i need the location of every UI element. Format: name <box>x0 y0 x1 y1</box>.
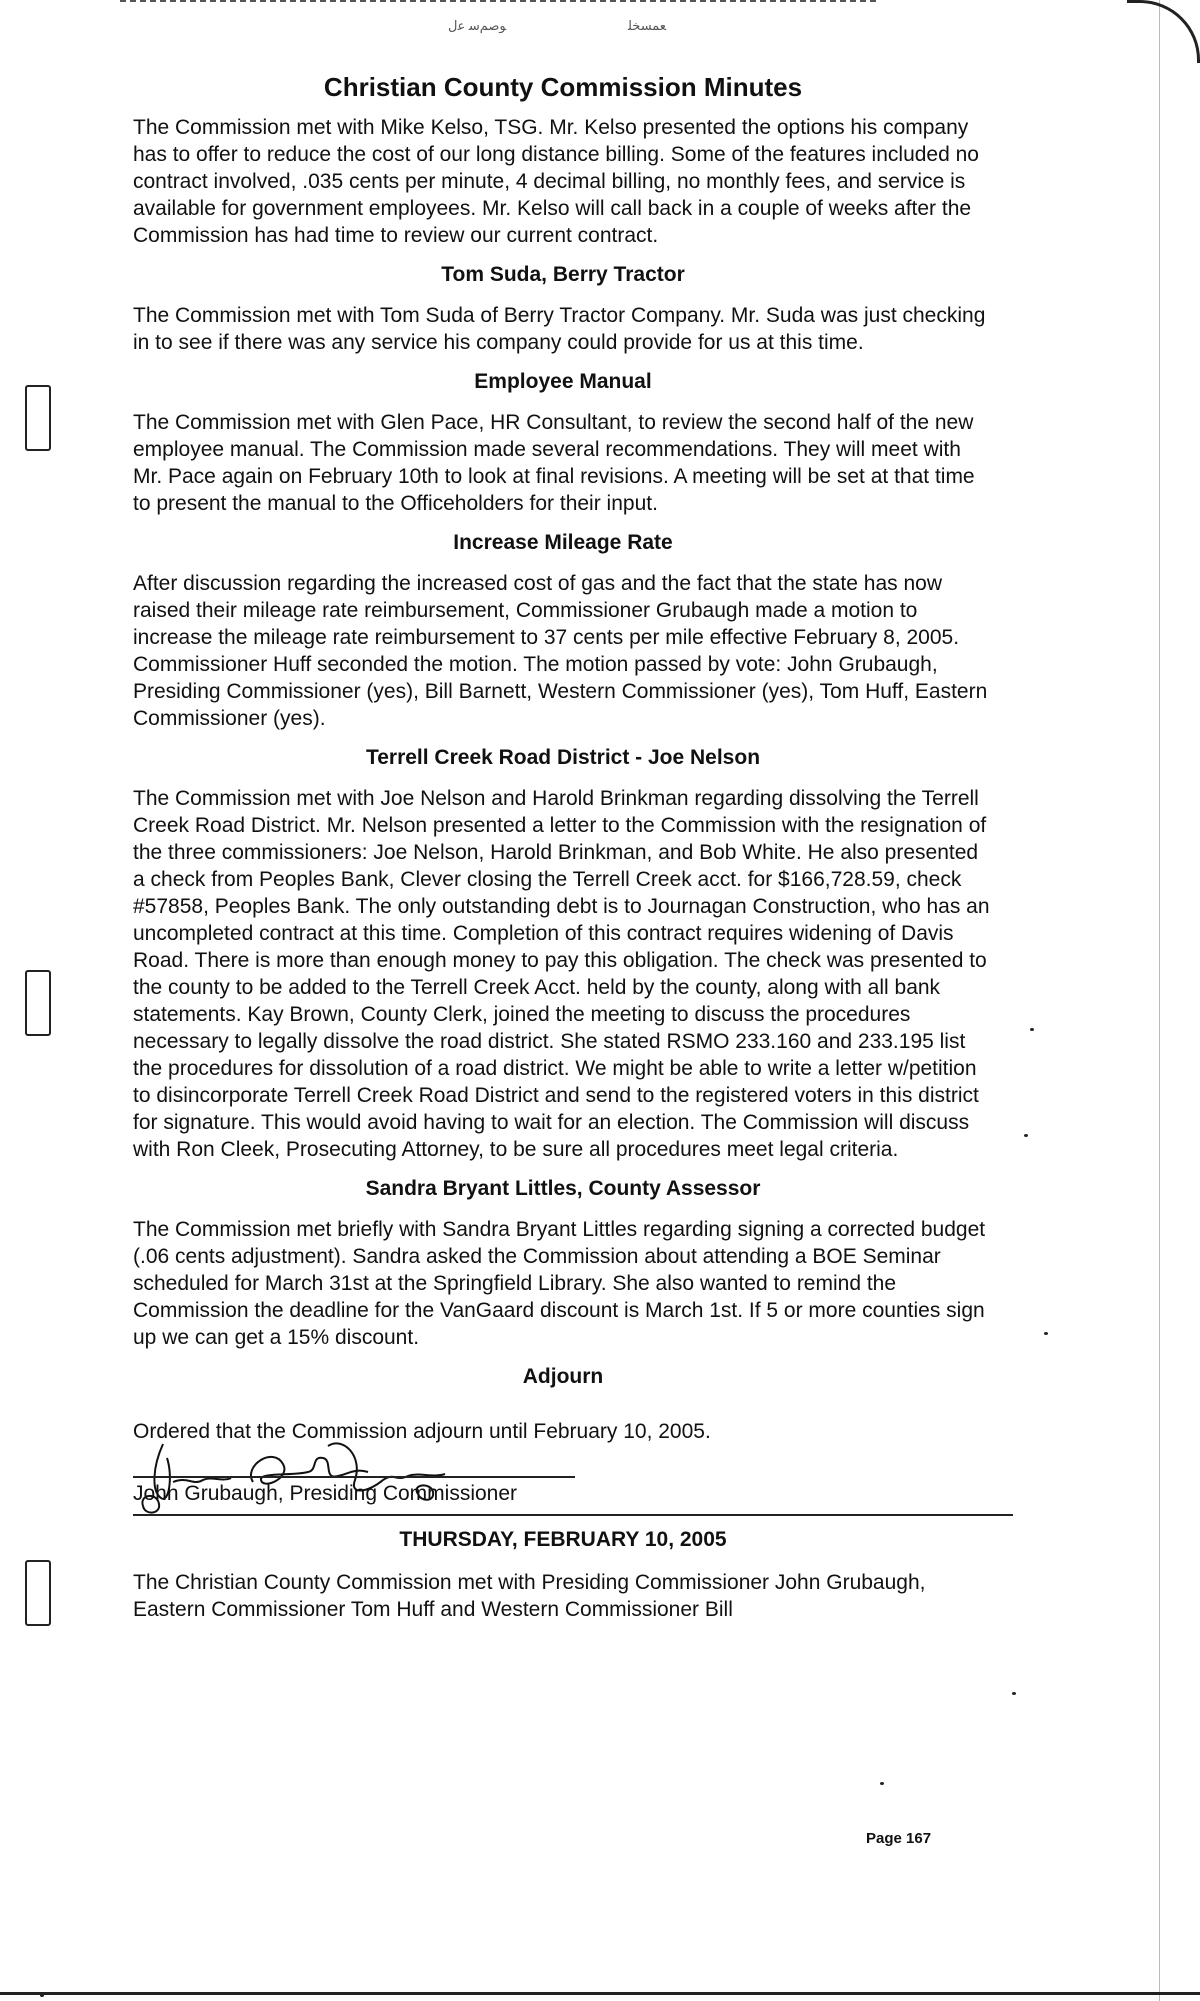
scan-speck <box>1044 1332 1048 1335</box>
section-heading-terrell-creek: Terrell Creek Road District - Joe Nelson <box>365 746 761 769</box>
scan-speck <box>880 1782 884 1785</box>
section-body-tom-suda: The Commission met with Tom Suda of Berry Tractor Company. Mr. Suda was just checking in to see if there was any service his company could provide for us at this time. <box>133 304 986 354</box>
signature-block <box>133 1418 993 1510</box>
page-number: Page 167 <box>866 1830 932 1847</box>
section-body-mileage-rate: After discussion regarding the increased cost of gas and the fact that the state has now raised their mileage rate reimbursement, Commissioner Grubaugh made a motion to increase the mileage rate reimbursement to 37 cents per mile effective February 8, 2005. Commissioner Huff seconded the motion. The motion passed by vote: John Grubaugh, Presiding Commissioner (yes), Bill Barnett, Western Commissioner (yes), Tom Huff, Eastern Commissioner (yes). <box>133 572 988 730</box>
scan-speck <box>1030 1028 1034 1031</box>
scan-right-edge <box>1159 0 1200 2001</box>
next-meeting-date-heading: THURSDAY, FEBRUARY 10, 2005 <box>399 1528 727 1551</box>
adjourn-order-text: Ordered that the Commission adjourn until February 10, 2005. <box>133 1420 711 1443</box>
document-title: Christian County Commission Minutes <box>323 72 803 102</box>
punch-hole-top <box>25 385 51 451</box>
scan-top-edge <box>120 0 880 2</box>
header-smudge-right: ﻌﻤﺴﺨﻠ <box>628 18 667 33</box>
next-meeting-paragraph: The Christian County Commission met with Presiding Commissioner John Grubaugh, Eastern Commissioner Tom Huff and Western Commissioner Bill <box>133 1571 926 1621</box>
signature-line <box>133 1476 575 1478</box>
intro-paragraph: The Commission met with Mike Kelso, TSG. Mr. Kelso presented the options his company has to offer to reduce the cost of our long distance billing. Some of the features included no contract involved, .035 cents per minute, 4 decimal billing, no monthly fees, and service is available for government employees. Mr. Kelso will call back in a couple of weeks after the Commission has had time to review our current contract. <box>133 116 979 247</box>
scan-speck <box>1024 1134 1028 1137</box>
scan-bottom-edge <box>0 1992 1200 1995</box>
scan-speck <box>40 1994 44 1997</box>
signer-name-title: John Grubaugh, Presiding Commissioner <box>133 1482 518 1505</box>
section-body-terrell-creek: The Commission met with Joe Nelson and Harold Brinkman regarding dissolving the Terrell Creek Road District. Mr. Nelson presented a letter to the Commission with the resignation of the three commissioners: Joe Nelson, Harold Brinkman, and Bob White. He also presented a check from Peoples Bank, Clever closing the Terrell Creek acct. for $166,728.59, check #57858, Peoples Bank. The only outstanding debt is to Journagan Construction, who has an uncompleted contract at this time. Completion of this contract requires widening of Davis Road. There is more than enough money to pay this obligation. The check was presented to the county to be added to the Terrell Creek Acct. held by the county, along with all bank statements. Kay Brown, County Clerk, joined the meeting to discuss the procedures necessary to legally dissolve the road district. She stated RSMO 233.160 and 233.195 list the procedures for dissolution of a road district. We might be able to write a letter w/petition to disincorporate Terrell Creek Road District and send to the registered voters in this district for signature. This would avoid having to wait for an election. The Commission will discuss with Ron Cleek, Prosecuting Attorney, to be sure all procedures meet legal criteria. <box>133 787 990 1161</box>
section-heading-mileage-rate: Increase Mileage Rate <box>453 531 673 554</box>
punch-hole-middle <box>25 970 51 1036</box>
minutes-document <box>133 70 993 1623</box>
section-heading-employee-manual: Employee Manual <box>474 370 652 393</box>
section-body-employee-manual: The Commission met with Glen Pace, HR Consultant, to review the second half of the new employee manual. The Commission made several recommendations. They will meet with Mr. Pace again on February 10th to look at final revisions. A meeting will be set at that time to present the manual to the Officeholders for their input. <box>133 411 975 515</box>
section-body-county-assessor: The Commission met briefly with Sandra Bryant Littles regarding signing a corrected budget (.06 cents adjustment). Sandra asked the Commission about attending a BOE Seminar scheduled for March 31st at the Springfield Library. She also wanted to remind the Commission the deadline for the VanGaard discount is March 1st. If 5 or more counties sign up we can get a 15% discount. <box>133 1218 986 1349</box>
section-heading-tom-suda: Tom Suda, Berry Tractor <box>441 263 685 286</box>
scan-speck <box>1012 1692 1016 1695</box>
punch-hole-bottom <box>25 1560 51 1626</box>
header-smudge-left: ﻮﺻﻢﺳ ﻋﻝ <box>448 18 507 33</box>
section-heading-county-assessor: Sandra Bryant Littles, County Assessor <box>365 1177 761 1200</box>
section-heading-adjourn: Adjourn <box>522 1365 604 1388</box>
